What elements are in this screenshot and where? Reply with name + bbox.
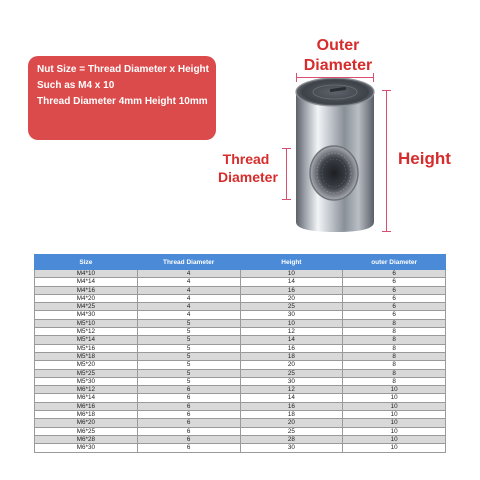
cell-thread-diameter: 5 xyxy=(137,377,240,385)
cell-size: M5*20 xyxy=(35,361,138,369)
table-header-row xyxy=(35,255,446,270)
cell-height: 20 xyxy=(240,361,343,369)
cell-thread-diameter: 5 xyxy=(137,361,240,369)
thread-label-line2: Diameter xyxy=(218,169,278,185)
cell-outer-diameter: 8 xyxy=(343,377,446,385)
cell-outer-diameter: 10 xyxy=(343,427,446,435)
cell-size: M4*20 xyxy=(35,294,138,302)
cell-height: 20 xyxy=(240,419,343,427)
cell-size: M6*18 xyxy=(35,411,138,419)
table-row xyxy=(35,419,446,427)
cell-size: M4*30 xyxy=(35,311,138,319)
table-row xyxy=(35,352,446,360)
cell-outer-diameter: 10 xyxy=(343,394,446,402)
cell-size: M4*25 xyxy=(35,303,138,311)
cell-outer-diameter: 10 xyxy=(343,402,446,410)
cell-size: M6*14 xyxy=(35,394,138,402)
cell-outer-diameter: 6 xyxy=(343,286,446,294)
cell-thread-diameter: 6 xyxy=(137,411,240,419)
table-row xyxy=(35,336,446,344)
cell-size: M5*30 xyxy=(35,377,138,385)
table-row xyxy=(35,278,446,286)
cell-outer-diameter: 10 xyxy=(343,444,446,452)
cell-outer-diameter: 10 xyxy=(343,435,446,443)
table-row xyxy=(35,411,446,419)
cell-height: 30 xyxy=(240,377,343,385)
cell-size: M6*28 xyxy=(35,435,138,443)
thread-diameter-top-tick xyxy=(282,148,291,149)
cell-thread-diameter: 4 xyxy=(137,311,240,319)
table-row xyxy=(35,311,446,319)
cell-height: 14 xyxy=(240,336,343,344)
cell-height: 28 xyxy=(240,435,343,443)
table-row xyxy=(35,344,446,352)
cell-height: 30 xyxy=(240,444,343,452)
table-row xyxy=(35,328,446,336)
cell-outer-diameter: 6 xyxy=(343,311,446,319)
cell-outer-diameter: 8 xyxy=(343,336,446,344)
info-line-example: Such as M4 x 10 xyxy=(37,80,115,91)
cell-size: M5*14 xyxy=(35,336,138,344)
table-row xyxy=(35,303,446,311)
cell-height: 16 xyxy=(240,402,343,410)
cell-thread-diameter: 6 xyxy=(137,444,240,452)
cell-thread-diameter: 5 xyxy=(137,369,240,377)
cell-thread-diameter: 4 xyxy=(137,286,240,294)
cell-height: 18 xyxy=(240,352,343,360)
cell-thread-diameter: 4 xyxy=(137,294,240,302)
cell-height: 25 xyxy=(240,369,343,377)
table-row xyxy=(35,444,446,452)
cell-height: 20 xyxy=(240,294,343,302)
cell-thread-diameter: 5 xyxy=(137,319,240,327)
cell-thread-diameter: 4 xyxy=(137,278,240,286)
header-thread-diameter: Thread Diameter xyxy=(137,255,240,270)
cell-outer-diameter: 10 xyxy=(343,411,446,419)
thread-diameter-dimension-line xyxy=(286,148,287,200)
outer-diameter-dimension-line xyxy=(296,77,374,78)
cell-height: 25 xyxy=(240,303,343,311)
table-row xyxy=(35,369,446,377)
cell-height: 12 xyxy=(240,386,343,394)
cylinder-top-face xyxy=(296,78,374,106)
cell-height: 18 xyxy=(240,411,343,419)
cell-size: M4*10 xyxy=(35,270,138,278)
cell-outer-diameter: 6 xyxy=(343,278,446,286)
table-row xyxy=(35,270,446,278)
cell-thread-diameter: 6 xyxy=(137,435,240,443)
cell-size: M6*25 xyxy=(35,427,138,435)
cell-size: M6*12 xyxy=(35,386,138,394)
height-top-tick xyxy=(382,90,391,91)
info-line-explanation: Thread Diameter 4mm Height 10mm xyxy=(37,96,208,107)
size-spec-table xyxy=(34,254,446,453)
table-row xyxy=(35,402,446,410)
cell-size: M4*14 xyxy=(35,278,138,286)
cell-thread-diameter: 4 xyxy=(137,303,240,311)
cell-size: M5*16 xyxy=(35,344,138,352)
cell-size: M5*18 xyxy=(35,352,138,360)
cell-outer-diameter: 8 xyxy=(343,361,446,369)
cell-thread-diameter: 6 xyxy=(137,427,240,435)
cell-outer-diameter: 6 xyxy=(343,294,446,302)
cell-thread-diameter: 5 xyxy=(137,336,240,344)
cell-size: M5*12 xyxy=(35,328,138,336)
cell-thread-diameter: 5 xyxy=(137,344,240,352)
cell-size: M4*16 xyxy=(35,286,138,294)
cell-outer-diameter: 8 xyxy=(343,352,446,360)
cell-outer-diameter: 10 xyxy=(343,386,446,394)
table-row xyxy=(35,361,446,369)
height-label: Height xyxy=(398,149,451,168)
cell-height: 30 xyxy=(240,311,343,319)
cell-size: M6*16 xyxy=(35,402,138,410)
header-size: Size xyxy=(35,255,138,270)
outer-diameter-label xyxy=(296,36,380,76)
table-row xyxy=(35,386,446,394)
cell-outer-diameter: 8 xyxy=(343,319,446,327)
cell-outer-diameter: 6 xyxy=(343,303,446,311)
table-row xyxy=(35,377,446,385)
table-row xyxy=(35,319,446,327)
cell-height: 10 xyxy=(240,270,343,278)
cell-thread-diameter: 6 xyxy=(137,419,240,427)
table-row xyxy=(35,427,446,435)
cell-outer-diameter: 6 xyxy=(343,270,446,278)
cell-size: M6*20 xyxy=(35,419,138,427)
table-row xyxy=(35,435,446,443)
cell-thread-diameter: 6 xyxy=(137,386,240,394)
cell-outer-diameter: 8 xyxy=(343,328,446,336)
cell-thread-diameter: 6 xyxy=(137,402,240,410)
cell-height: 14 xyxy=(240,278,343,286)
table-row xyxy=(35,286,446,294)
thread-diameter-bottom-tick xyxy=(282,199,291,200)
header-outer-diameter: outer Diameter xyxy=(343,255,446,270)
cell-height: 10 xyxy=(240,319,343,327)
header-height: Height xyxy=(240,255,343,270)
cell-outer-diameter: 10 xyxy=(343,419,446,427)
cell-height: 16 xyxy=(240,286,343,294)
thread-diameter-label xyxy=(218,150,278,186)
cell-height: 12 xyxy=(240,328,343,336)
cell-height: 14 xyxy=(240,394,343,402)
cell-height: 16 xyxy=(240,344,343,352)
cell-size: M5*10 xyxy=(35,319,138,327)
cell-thread-diameter: 5 xyxy=(137,352,240,360)
cell-outer-diameter: 8 xyxy=(343,344,446,352)
thread-label-line1: Thread xyxy=(222,151,270,167)
cell-thread-diameter: 6 xyxy=(137,394,240,402)
cell-height: 25 xyxy=(240,427,343,435)
cell-outer-diameter: 8 xyxy=(343,369,446,377)
cell-thread-diameter: 5 xyxy=(137,328,240,336)
outer-label-line1: Outer xyxy=(316,37,360,54)
table-row xyxy=(35,394,446,402)
height-dimension-line xyxy=(386,90,387,232)
cell-size: M6*30 xyxy=(35,444,138,452)
cell-thread-diameter: 4 xyxy=(137,270,240,278)
outer-label-line2: Diameter xyxy=(303,57,373,74)
table-row xyxy=(35,294,446,302)
height-bottom-tick xyxy=(382,231,391,232)
cell-size: M5*25 xyxy=(35,369,138,377)
info-line-formula: Nut Size = Thread Diameter x Height xyxy=(37,64,209,75)
